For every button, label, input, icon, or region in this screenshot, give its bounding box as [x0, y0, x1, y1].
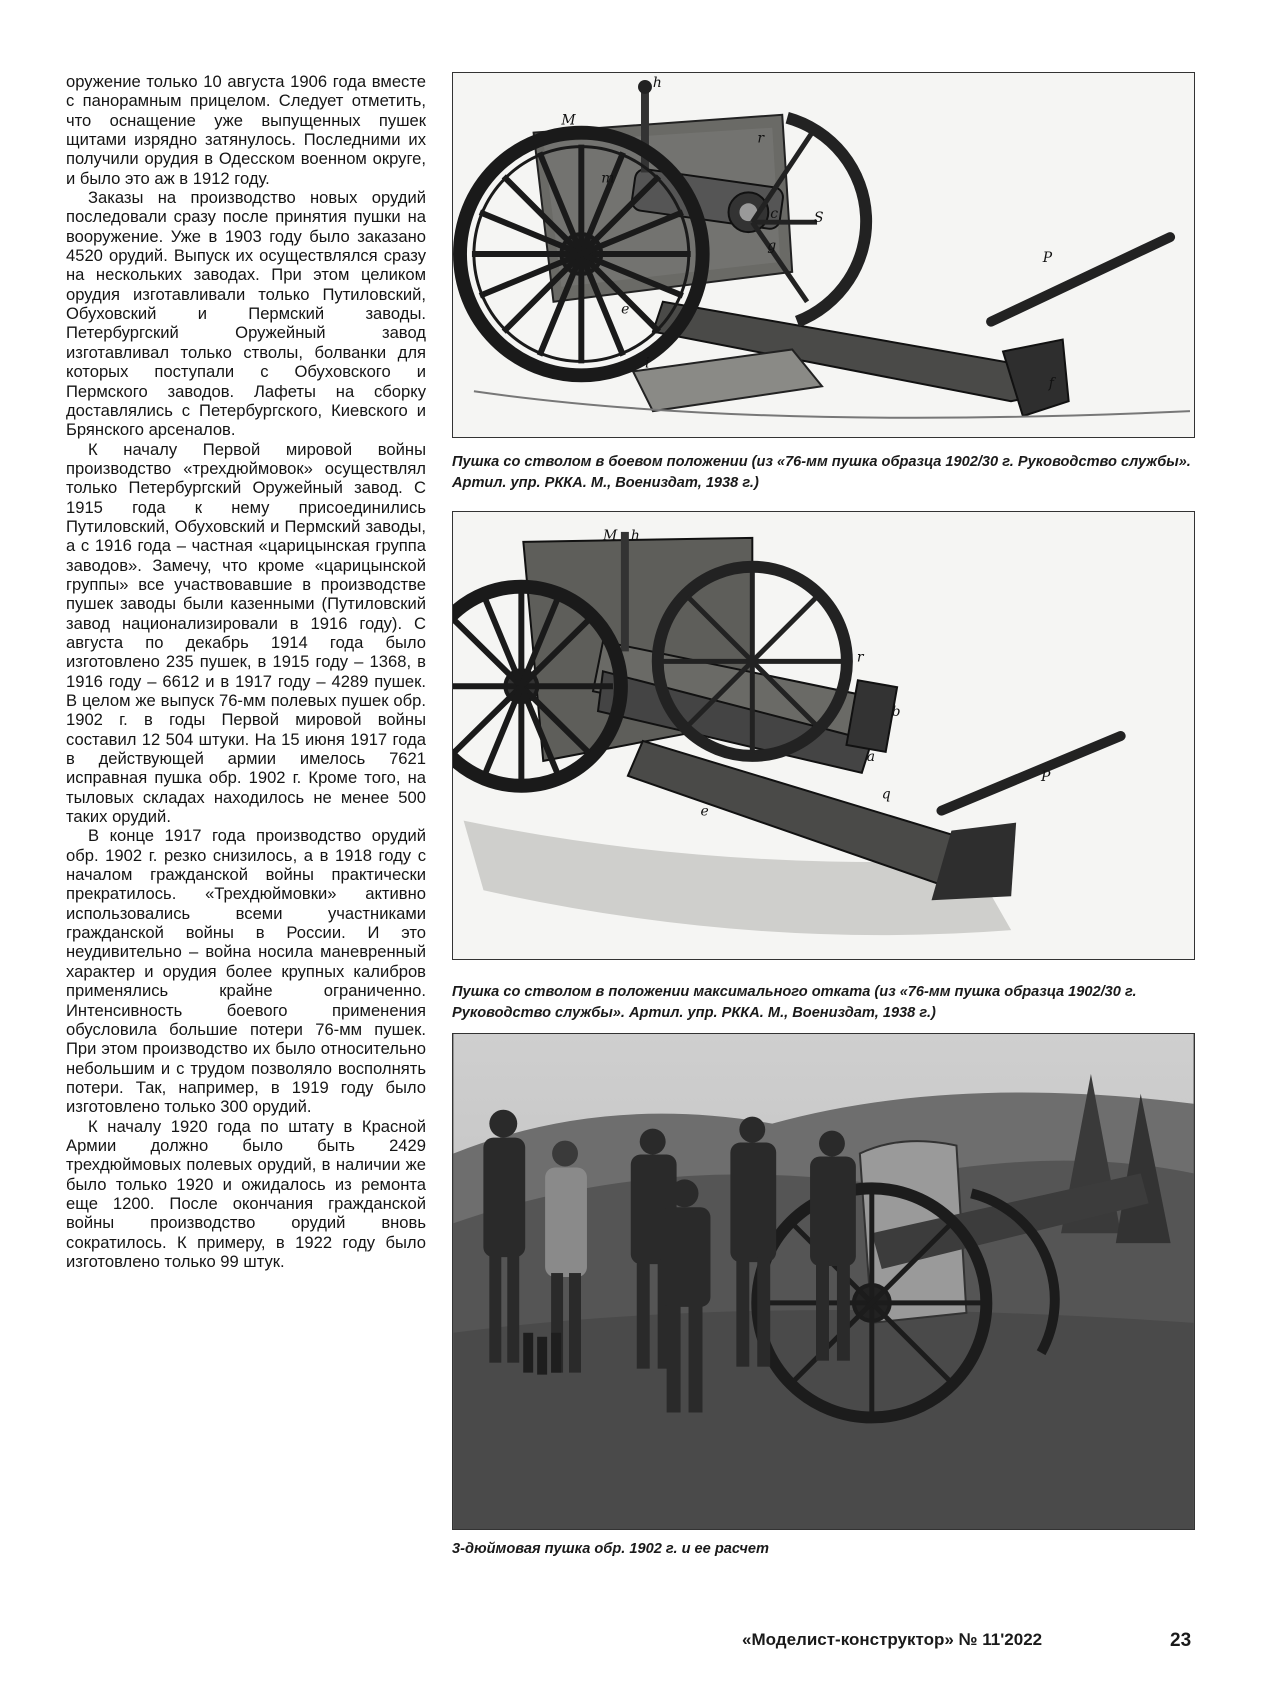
figure-label: r [757, 130, 765, 147]
figure-label: i [644, 355, 650, 372]
figure-label: g [767, 238, 777, 255]
figure-label: f [1048, 375, 1054, 392]
figure-label: M [561, 112, 576, 129]
figure-label: P [1042, 249, 1053, 266]
figure-gun-firing-position [452, 72, 1195, 438]
article-paragraph: К началу Первой мировой войны производство «трехдюймовок» осуществлял только Петербургский Оружейный завод. С 1915 года к нему присоединились Путиловский, Обуховский и Пермский заводы, а с 1916 года – частная «царицынская группа заводов». Замечу, что кроме «царицынской группы» все участвовавшие в производстве пушек заводы были казенными (Путиловский завод национализировали в 1916 году). С августа по декабрь 1914 года было изготовлено 235 пушек, в 1915 году – 1368, в 1916 году – 6612 и в 1917 году – 4289 пушек. В целом же выпуск 76-мм полевых пушек обр. 1902 г. в годы Первой мировой войны составил 12 504 штуки. На 15 июня 1917 года в действующей армии имелось 7621 исправная пушка обр. 1902 г. Кроме того, на тыловых складах находилось не менее 500 таких орудий. [66, 439, 426, 827]
gun-engraving-illustration [453, 73, 1194, 437]
figure-gun-crew-photo [452, 1033, 1195, 1530]
figure-caption: Пушка со стволом в положении максимального отката (из «76-мм пушка образца 1902/30 г. Руководство службы». Артил. упр. РККА. М., Воениздат, 1938 г.) [452, 984, 1137, 1021]
figure-label: r [856, 649, 864, 666]
page-number: 23 [1170, 1630, 1192, 1651]
figure-label: e [700, 803, 709, 820]
figure-caption: Пушка со стволом в боевом положении (из «76-мм пушка образца 1902/30 г. Руководство службы». Артил. упр. РККА. М., Воениздат, 1938 г.) [452, 454, 1191, 491]
figure-label: m [601, 170, 615, 187]
figure-label: c [770, 206, 779, 223]
gun-crew-photograph [453, 1034, 1194, 1529]
figure-label: P [1041, 768, 1051, 785]
figure-label: h [630, 527, 640, 544]
figure-label: S [814, 210, 824, 227]
figure-label: M [602, 527, 618, 544]
gun-recoil-illustration [453, 512, 1194, 959]
figure-label: q [881, 786, 891, 803]
article-text-column [66, 72, 426, 1271]
figure-label: a [866, 748, 876, 765]
article-paragraph: Заказы на производство новых орудий последовали сразу после принятия пушки на вооружение. Уже в 1903 году было заказано 4520 орудий. Выпуск их осуществлялся сразу на нескольких заводах. При этом целиком орудия изготавливали только Путиловский, Обуховский и Пермский заводы. Петербургский Оружейный завод изготавливал только стволы, болванки для которых поступали с Обуховского и Пермского заводов. Лафеты на сборку доставлялись с Петербургского, Киевского и Брянского арсеналов. [66, 188, 426, 440]
article-paragraph: В конце 1917 года производство орудий обр. 1902 г. резко снизилось, а в 1918 году с началом гражданской войны практически прекратилось. «Трехдюймовки» активно использовались всеми участниками гражданской войны в России. И это неудивительно – война носила маневренный характер и орудия более крупных калибров применялись крайне ограниченно. Интенсивность боевого применения обусловила большие потери 76-мм пушек. При этом производство их было относительно небольшим и с трудом позволяло восполнять потери. Так, например, в 1919 году было изготовлено только 300 орудий. [66, 826, 426, 1117]
figure-caption: 3-дюймовая пушка обр. 1902 г. и ее расчет [452, 1541, 770, 1557]
figure-label: h [652, 74, 662, 91]
article-paragraph: оружение только 10 августа 1906 года вместе с панорамным прицелом. Следует отметить, что оснащение уже выпущенных пушек щитами изрядно затянулось. Последними их получили орудия в Одесском военном округе, и было это аж в 1912 году. [66, 72, 426, 188]
article-paragraph: К началу 1920 года по штату в Красной Армии должно было быть 2429 трехдюймовых полевых орудий, в наличии же было только 1920 и ожидалось из ремонта еще 1200. После окончания гражданской войны производство орудий вновь сократилось. К примеру, в 1922 году было изготовлено только 99 штук. [66, 1116, 426, 1271]
magazine-title: «Моделист-конструктор» № 11'2022 [742, 1630, 1043, 1649]
figure-label: b [891, 704, 901, 721]
figure-label: e [621, 301, 630, 318]
figure-gun-max-recoil [452, 511, 1195, 960]
